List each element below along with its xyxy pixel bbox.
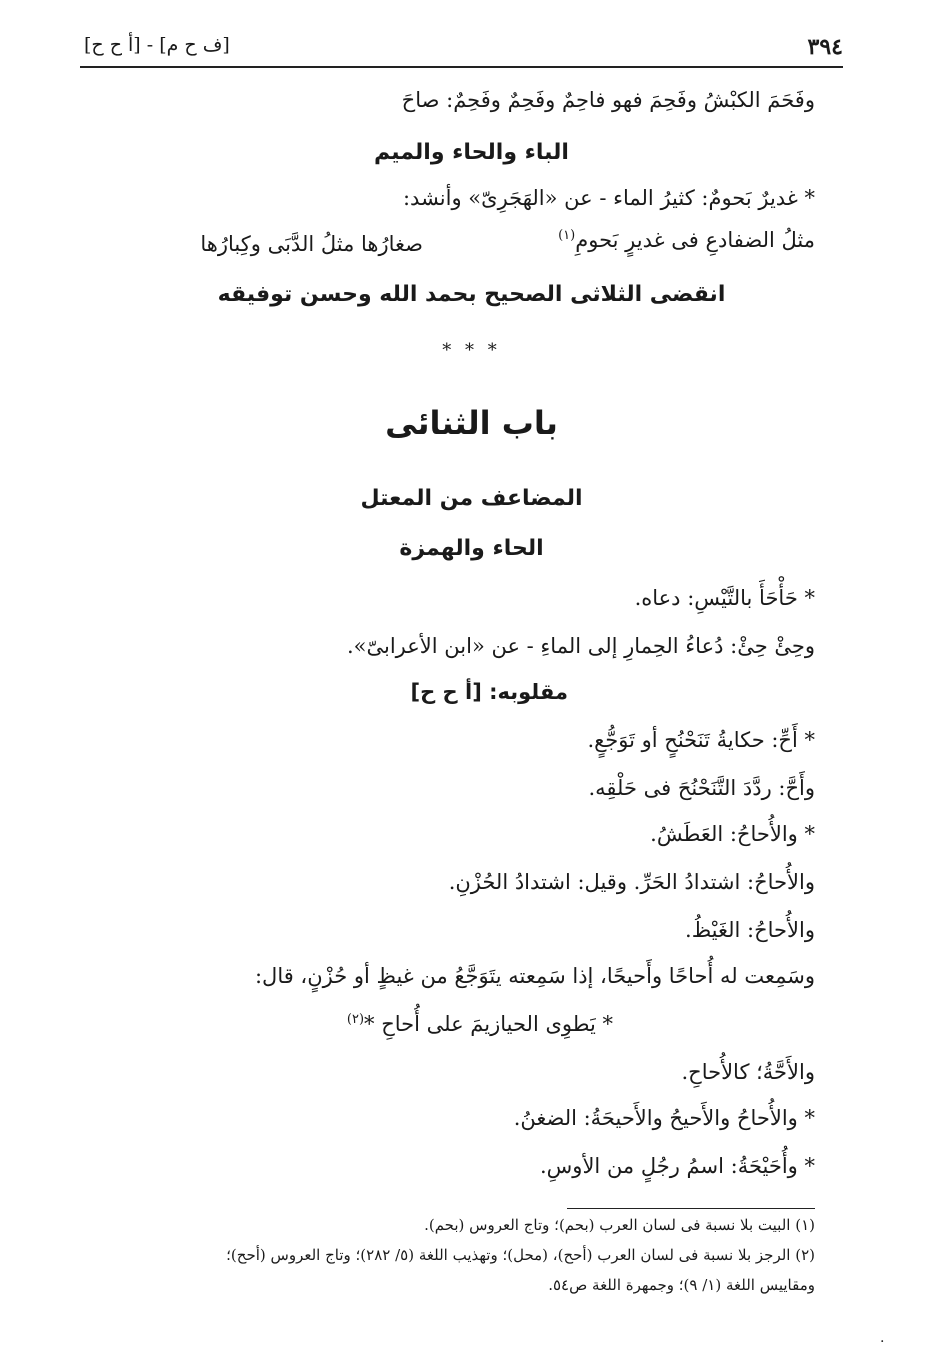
section-title: المضاعف من المعتل — [360, 486, 583, 511]
page-number: ٣٩٤ — [807, 34, 843, 60]
rajaz-verse — [347, 1012, 613, 1036]
header-rule — [80, 66, 843, 68]
subsection-title: الحاء والهمزة — [399, 536, 544, 561]
footnote-2-continued: ومقاييس اللغة (١/ ٩)؛ وجمهرة اللغة ص٥٤. — [548, 1276, 815, 1294]
verse-right-text: مثلُ الضفادعِ فى غديرٍ بَحومِ — [575, 228, 815, 252]
text-line: والأَحَّةُ؛ كالأُحاحِ. — [681, 1060, 815, 1084]
running-title: [ف ح م] - [أ ح ح] — [84, 34, 230, 56]
scan-speck: . — [880, 1330, 885, 1346]
footnote-rule — [567, 1208, 815, 1209]
verse-hemistich-right — [558, 228, 815, 252]
text-line: * غديرٌ بَحومٌ: كثيرُ الماء - عن «الهَجَرِىّ» وأنشد: — [402, 186, 815, 210]
text-line: * والأُحاحُ والأَحيحُ والأَحيحَةُ: الضغنُ. — [513, 1106, 815, 1130]
chapter-title: باب الثنائى — [385, 404, 558, 442]
text-line: * حَأْحَأَ بالتَّيْسِ: دعاه. — [634, 586, 815, 610]
rajaz-text: * يَطوِى الحيازيمَ على أُحاحِ * — [364, 1012, 613, 1036]
text-line: وأَحَّ: ردَّدَ التَّنَحْنُحَ فى حَلْقِه. — [588, 776, 815, 800]
section-heading-baa: الباء والحاء والميم — [374, 140, 569, 165]
text-line: وسَمِعت له أُحاحًا وأَحيحًا، إذا سَمِعته يتَوَجَّعُ من غيظٍ أو حُزْنٍ، قال: — [254, 964, 815, 988]
text-line: وفَحَمَ الكبْشُ وفَحِمَ فهو فاحِمٌ وفَحِمٌ وفَحِمٌ: صاحَ — [401, 88, 815, 112]
verse-hemistich-left: صغارُها مثلُ الدَّبَى وكِبارُها — [200, 232, 423, 256]
maqlub-heading: مقلوبه: [أ ح ح] — [410, 680, 568, 704]
text-line: وحِئْ حِئْ: دُعاءُ الحِمارِ إلى الماءِ - عن «ابن الأعرابىّ». — [346, 634, 815, 658]
footnote-2: (٢) الرجز بلا نسبة فى لسان العرب (أحح)، (محل)؛ وتهذيب اللغة (٥/ ٢٨٢)؛ وتاج العروس (أحح)؛ — [226, 1246, 815, 1264]
text-line: * والأُحاحُ: العَطَشُ. — [650, 822, 815, 846]
footnote-marker: (١) — [558, 228, 576, 243]
end-note: انقضى الثلاثى الصحيح بحمد الله وحسن توفيقه — [217, 282, 726, 307]
text-line: والأُحاحُ: الغَيْظُ. — [685, 918, 815, 942]
text-line: * أَحِّ: حكايةُ تَنَحْنُحٍ أو تَوَجُّعٍ. — [587, 728, 815, 752]
footnote-1: (١) البيت بلا نسبة فى لسان العرب (بحم)؛ وتاج العروس (بحم). — [424, 1216, 815, 1234]
text-line: والأُحاحُ: اشتدادُ الحَرِّ. وقيل: اشتدادُ الحُزْنِ. — [448, 870, 815, 894]
text-line: * وأُحَيْحَةُ: اسمُ رجُلٍ من الأوسِ. — [540, 1154, 815, 1178]
footnote-marker: (٢) — [346, 1012, 365, 1027]
section-separator: * * * — [442, 340, 501, 361]
